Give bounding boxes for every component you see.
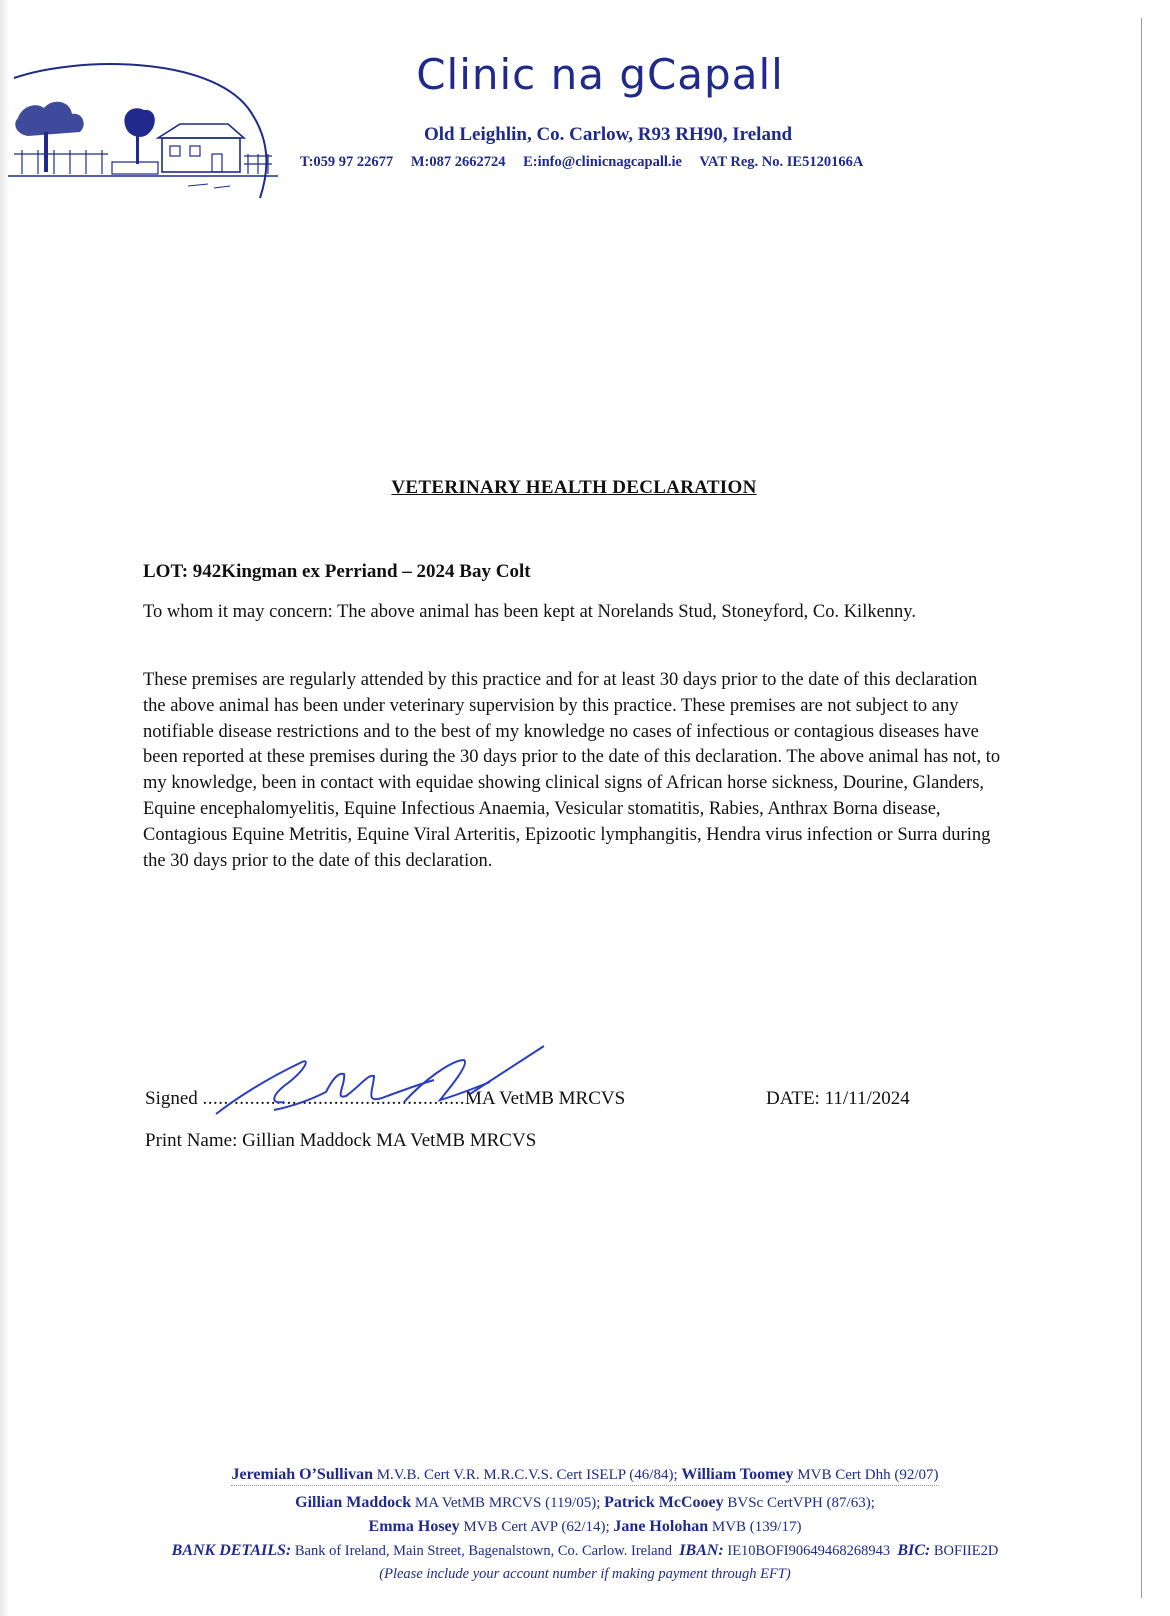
lot-line: LOT: 942Kingman ex Perriand – 2024 Bay Colt — [143, 561, 531, 582]
bic-label: BIC: — [897, 1542, 931, 1559]
signatory-qualification: MA VetMB MRCVS — [465, 1088, 626, 1109]
clinic-mobile: M:087 2662724 — [410, 154, 506, 170]
footer-line-1-underline — [231, 1467, 938, 1486]
vet-quals-5: MVB Cert AVP (62/14); — [463, 1519, 610, 1535]
bank-value: Bank of Ireland, Main Street, Bagenalstown, Co. Carlow. Ireland — [294, 1543, 673, 1559]
clinic-email: E:info@clinicnagcapall.ie — [523, 154, 682, 170]
iban-value: IE10BOFI90649468268943 — [727, 1543, 891, 1559]
clinic-contact-line — [300, 154, 877, 171]
declaration-date: DATE: 11/11/2024 — [766, 1088, 910, 1109]
vet-name-1: Jeremiah O’Sullivan — [231, 1466, 373, 1483]
print-name: Print Name: Gillian Maddock MA VetMB MRCVS — [145, 1130, 537, 1151]
footer-payment-note: (Please include your account number if making payment through EFT) — [379, 1566, 791, 1582]
bank-label: BANK DETAILS: — [171, 1542, 292, 1559]
vet-name-4: Patrick McCooey — [604, 1494, 724, 1511]
vet-quals-1: M.V.B. Cert V.R. M.R.C.V.S. Cert ISELP (46/84); — [376, 1467, 678, 1483]
clinic-vat: VAT Reg. No. IE5120166A — [699, 154, 864, 170]
vet-quals-2: MVB Cert Dhh (92/07) — [797, 1467, 939, 1483]
clinic-address: Old Leighlin, Co. Carlow, R93 RH90, Ireland — [424, 124, 793, 145]
clinic-name — [0, 50, 1130, 99]
clinic-name-text: Clinic na gCapall — [416, 50, 784, 99]
bic-value: BOFIIE2D — [933, 1543, 999, 1559]
footer-line-1 — [0, 1466, 1170, 1484]
vet-name-3: Gillian Maddock — [295, 1494, 412, 1511]
signature-dots: .................................................. — [202, 1088, 466, 1109]
footer-line-2 — [0, 1494, 1170, 1512]
footer-line-3 — [0, 1518, 1170, 1536]
iban-label: IBAN: — [679, 1542, 724, 1559]
signed-label: Signed — [145, 1088, 198, 1109]
vet-name-5: Emma Hosey — [368, 1518, 460, 1535]
vet-quals-4: BVSc CertVPH (87/63); — [727, 1495, 875, 1511]
vet-quals-3: MA VetMB MRCVS (119/05); — [414, 1495, 601, 1511]
footer-bank-details — [0, 1542, 1170, 1560]
handwritten-signature — [214, 1040, 554, 1120]
clinic-telephone: T:059 97 22677 — [300, 154, 394, 170]
vet-quals-6: MVB (139/17) — [711, 1519, 802, 1535]
vet-name-2: William Toomey — [681, 1466, 794, 1483]
page-right-edge — [1141, 18, 1142, 1598]
paragraph-declaration: These premises are regularly attended by this practice and for at least 30 days prior to the date of this declaration the above animal has been under veterinary supervision by this practice. These premises are not subject to any notifiable disease restrictions and to the best of my knowledge no cases of infectious or contagious diseases have been reported at these premises during the 30 days prior to the date of this declaration. The above animal has not, to my knowledge, been in contact with equidae showing clinical signs of African horse sickness, Dourine, Glanders, Equine encephalomyelitis, Equine Infectious Anaemia, Vesicular stomatitis, Rabies, Anthrax Borna disease, Contagious Equine Metritis, Equine Viral Arteritis, Epizootic lymphangitis, Hendra virus infection or Surra during the 30 days prior to the date of this declaration. — [143, 670, 1001, 871]
document-title: VETERINARY HEALTH DECLARATION — [391, 477, 757, 498]
paragraph-premises: To whom it may concern: The above animal has been kept at Norelands Stud, Stoneyford, Co. Kilkenny. — [143, 602, 916, 622]
page-left-shadow — [0, 0, 10, 1616]
vet-name-6: Jane Holohan — [613, 1518, 709, 1535]
